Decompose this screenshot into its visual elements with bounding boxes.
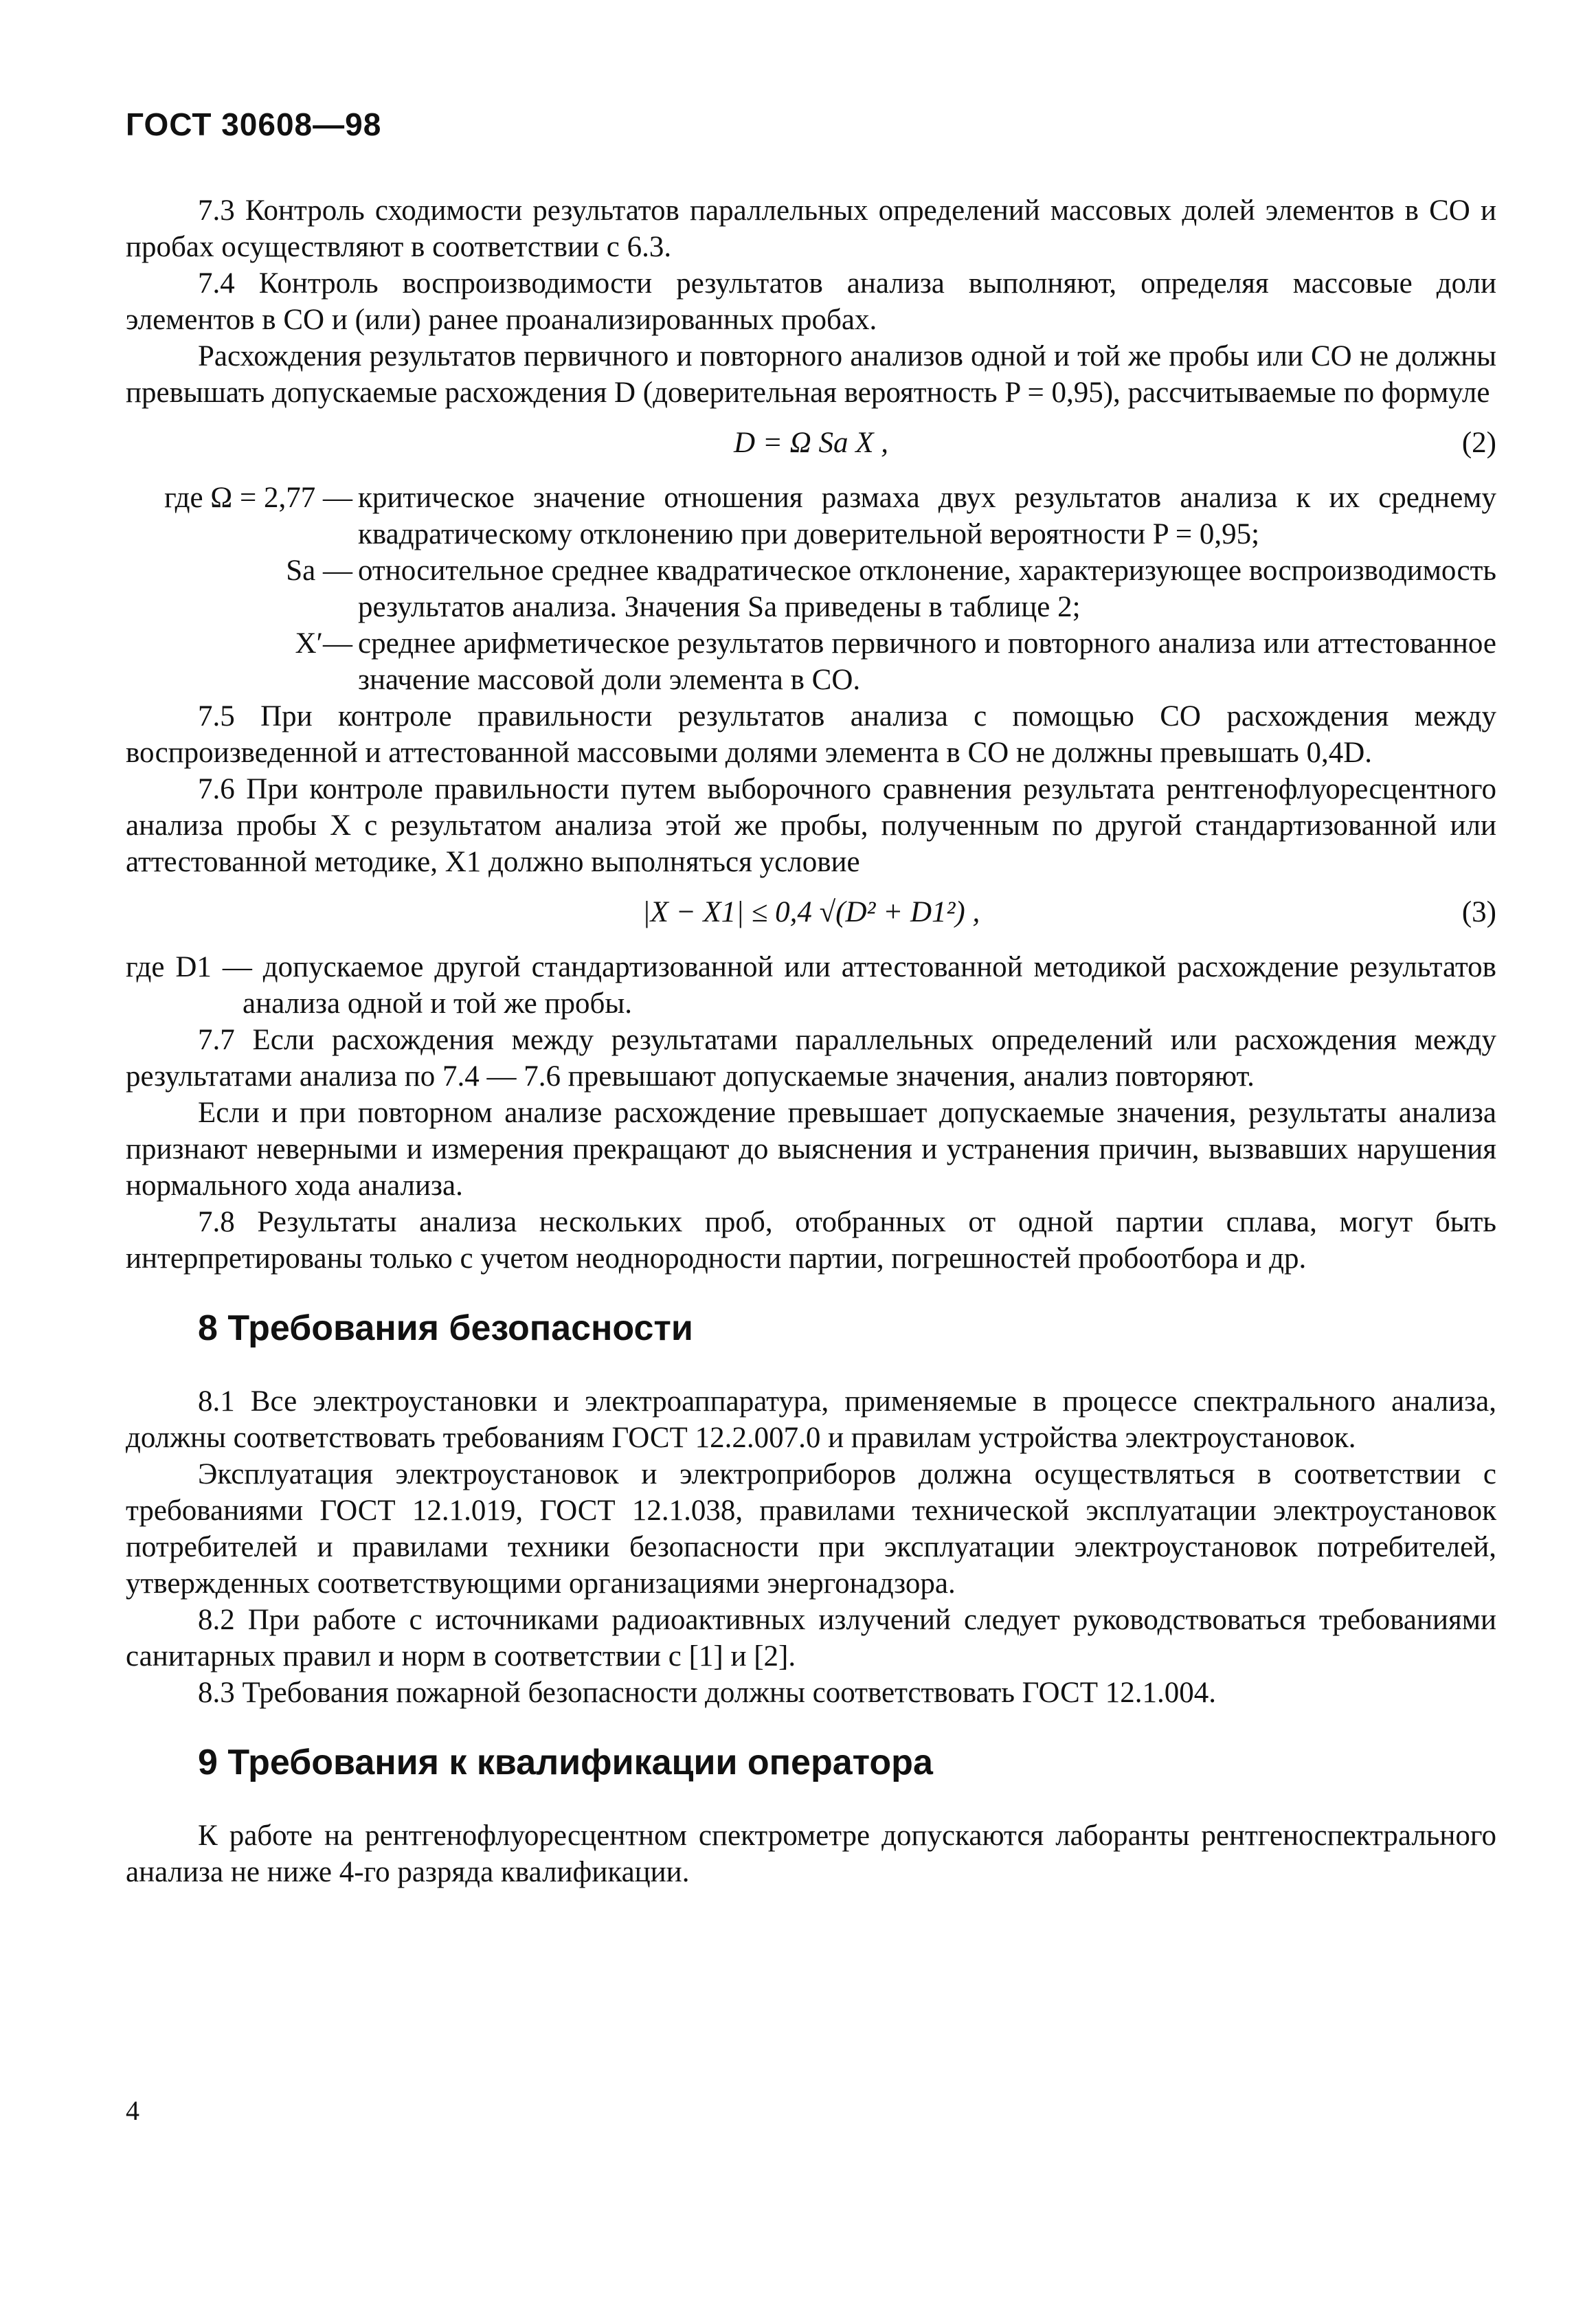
section-8-heading: 8 Требования безопасности — [198, 1308, 693, 1348]
definition-x-text: среднее арифметическое результатов первичного и повторного анализа или аттестованное значение массовой доли элемента в СО. — [358, 627, 1496, 696]
paragraph-7-3: 7.3 Контроль сходимости результатов параллельных определений массовых долей элементов в СО и пробах осуществляют в соответствии с 6.3. — [126, 194, 1496, 263]
paragraph-8-2: 8.2 При работе с источниками радиоактивных излучений следует руководствоваться требованиями санитарных правил и норм в соответствии с [1] и [2]. — [126, 1604, 1496, 1673]
definition-omega-text: критическое значение отношения размаха двух результатов анализа к их среднему квадратическому отклонению при доверительной вероятности P = 0,95; — [358, 482, 1496, 550]
paragraph-8-1-continued: Эксплуатация электроустановок и электроприборов должна осуществляться в соответствии с требованиями ГОСТ 12.1.019, ГОСТ 12.1.038, правилами технической эксплуатации электроустановок потребителей и правилами техники безопасности при эксплуатации электроустановок потребителей, утвержденных соответствующими организациями энергонадзора. — [126, 1458, 1496, 1600]
paragraph-9: К работе на рентгенофлуоресцентном спектрометре допускаются лаборанты рентгеноспектрального анализа не ниже 4-го разряда квалификации. — [126, 1820, 1496, 1888]
paragraph-7-6: 7.6 При контроле правильности путем выборочного сравнения результата рентгенофлуоресцентного анализа пробы X с результатом анализа этой же пробы, полученным по другой стандартизованной или аттестованной методике, X1 должно выполняться условие — [126, 773, 1496, 878]
formula-2-definitions — [126, 480, 1496, 698]
paragraph-7-8: 7.8 Результаты анализа нескольких проб, отобранных от одной партии сплава, могут быть интерпретированы только с учетом неоднородности партии, погрешностей пробоотбора и др. — [126, 1206, 1496, 1275]
formula-2-expression: D = Ω Sa X , — [734, 427, 888, 459]
definition-sa-symbol: Sa — — [286, 555, 352, 587]
document-code: ГОСТ 30608—98 — [126, 107, 382, 142]
definition-omega — [126, 480, 1496, 552]
formula-2-number: (2) — [1461, 427, 1496, 459]
paragraph-7-5: 7.5 При контроле правильности результатов анализа с помощью СО расхождения между воспроизведенной и аттестованной массовыми долями элемента в СО не должны превышать 0,4D. — [126, 700, 1496, 769]
definition-sa-text: относительное среднее квадратическое отклонение, характеризующее воспроизводимость результатов анализа. Значения Sa приведены в таблице 2; — [358, 555, 1496, 623]
formula-3 — [126, 880, 1496, 949]
paragraph-8-3: 8.3 Требования пожарной безопасности должны соответствовать ГОСТ 12.1.004. — [198, 1677, 1216, 1709]
page-number: 4 — [126, 2095, 139, 2126]
formula-3-expression: |X − X1| ≤ 0,4 √(D² + D1²) , — [642, 896, 980, 928]
definition-d1: где D1 — допускаемое другой стандартизованной или аттестованной методикой расхождение результатов анализа одной и той же пробы. — [126, 951, 1496, 1020]
section-9-heading: 9 Требования к квалификации оператора — [198, 1743, 933, 1782]
paragraph-discrepancy: Расхождения результатов первичного и повторного анализов одной и той же пробы или СО не должны превышать допускаемые расхождения D (доверительная вероятность P = 0,95), рассчитываемые по формуле — [126, 340, 1496, 409]
paragraph-8-1: 8.1 Все электроустановки и электроаппаратура, применяемые в процессе спектрального анализа, должны соответствовать требованиям ГОСТ 12.2.007.0 и правилам устройства электроустановок. — [126, 1385, 1496, 1454]
paragraph-7-7-continued: Если и при повторном анализе расхождение превышает допускаемые значения, результаты анализа признают неверными и измерения прекращают до выяснения и устранения причин, вызвавших нарушения нормального хода анализа. — [126, 1097, 1496, 1202]
document-body — [126, 192, 1496, 1890]
paragraph-7-7: 7.7 Если расхождения между результатами параллельных определений или расхождения между результатами анализа по 7.4 — 7.6 превышают допускаемые значения, анализ повторяют. — [126, 1024, 1496, 1093]
definition-omega-symbol: где Ω = 2,77 — — [164, 482, 352, 514]
definition-x-symbol: X′— — [295, 627, 352, 660]
formula-3-number: (3) — [1461, 896, 1496, 928]
paragraph-7-4: 7.4 Контроль воспроизводимости результатов анализа выполняют, определяя массовые доли элементов в СО и (или) ранее проанализированных пробах. — [126, 267, 1496, 336]
formula-2 — [126, 411, 1496, 480]
definition-sa — [126, 552, 1496, 625]
definition-x — [126, 625, 1496, 698]
